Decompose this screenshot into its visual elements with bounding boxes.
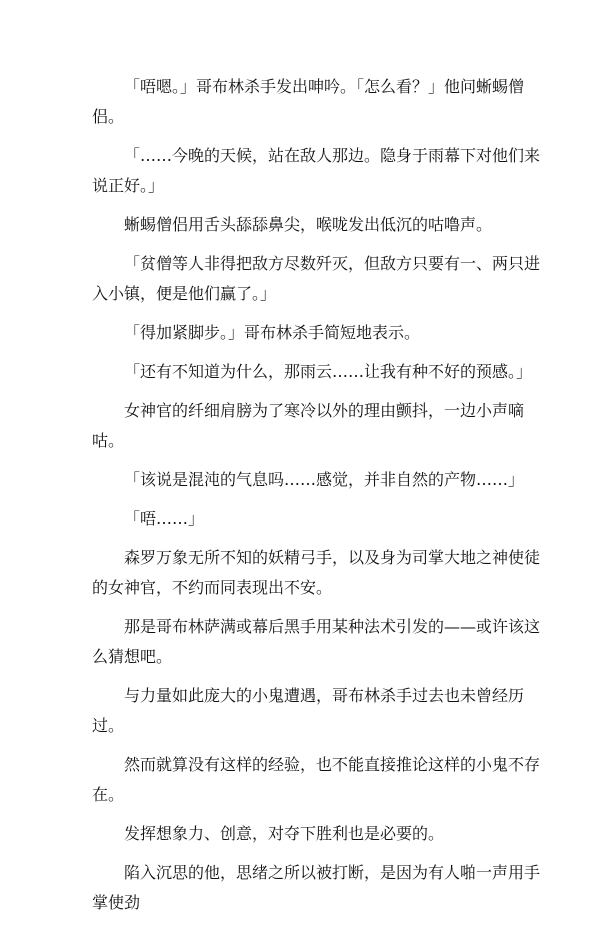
paragraph-2: 「……今晚的天候，站在敌人那边。隐身于雨幕下对他们来说正好。」: [92, 146, 541, 195]
paragraph-15: 陷入沉思的他，思绪之所以被打断，是因为有人啪一声用手掌使劲: [92, 863, 541, 912]
paragraph-11: 那是哥布林萨满或幕后黑手用某种法术引发的——或许该这么猜想吧。: [92, 617, 541, 666]
paragraph-5: 「得加紧脚步。」哥布林杀手简短地表示。: [124, 323, 421, 342]
body-text: [92, 72, 548, 927]
paragraph-8: 「该说是混沌的气息吗……感觉，并非自然的产物……」: [124, 470, 525, 489]
paragraph-3: 蜥蜴僧侣用舌头舔舔鼻尖，喉咙发出低沉的咕噜声。: [124, 215, 493, 234]
paragraph-12: 与力量如此庞大的小鬼遭遇，哥布林杀手过去也未曾经历过。: [92, 686, 525, 735]
paragraph-13: 然而就算没有这样的经验，也不能直接推论这样的小鬼不存在。: [92, 755, 541, 804]
paragraph-9: 「唔……」: [124, 509, 205, 528]
paragraph-6: 「还有不知道为什么，那雨云……让我有种不好的预感。」: [124, 362, 533, 381]
paragraph-10: 森罗万象无所不知的妖精弓手，以及身为司掌大地之神使徒的女神官，不约而同表现出不安。: [92, 548, 541, 597]
paragraph-7: 女神官的纤细肩膀为了寒冷以外的理由颤抖，一边小声嘀咕。: [92, 401, 525, 450]
paragraph-1: 「唔嗯。」哥布林杀手发出呻吟。「怎么看？」他问蜥蜴僧侣。: [92, 77, 525, 126]
paragraph-4: 「贫僧等人非得把敌方尽数歼灭，但敌方只要有一、两只进入小镇，便是他们赢了。」: [92, 254, 541, 303]
paragraph-14: 发挥想象力、创意，对夺下胜利也是必要的。: [124, 824, 445, 843]
